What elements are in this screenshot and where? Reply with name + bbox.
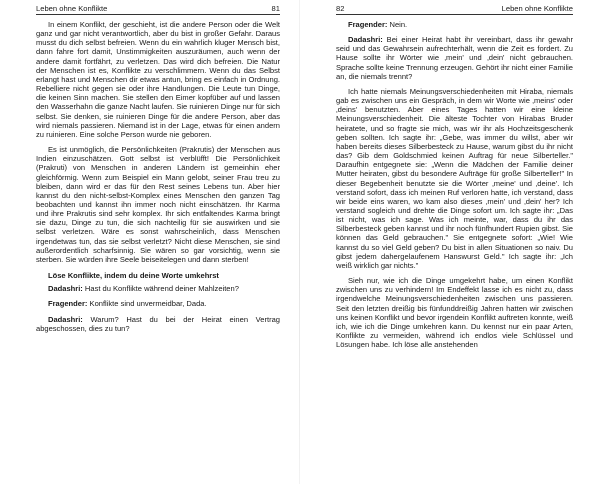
body-paragraph: Ich hatte niemals Meinungsverschiedenheiten mit Hiraba, niemals gab es zwischen uns ein Gespräch, in dem wir Worte wie ‚meins' oder ‚deins' benutzten. Aber eines Tages hatten wir eine kleine Meinungsverschiedenheit. Die älteste Tochter von Hirabas Bruder heiratete, und so fragte sie mich, was wir ihr als Hochzeitsgeschenk geben sollten. Ich sagte ihr: „Gebe, was immer du willst, aber wir haben bereits dieses Silberbesteck zu Hause, warum gibst du ihr nicht das? Gib dem Goldschmied keinen Auftrag für neue Silberteller." Daraufhin entgegnete sie: „Wenn die Mädchen der Familie deiner Mutter heiraten, gibst du besondere Aufträge für große Silberteller!" In dieser Begebenheit benutzte sie die Wörter ‚meine' und ‚deine'. Ich verstand sofort, dass ich meinen Ruf verloren hatte, ich verstand, dass wir beide eins waren, wo kam also dieses ‚mein' und ‚dein' her? Ich verstand sogleich und drehte die Dinge sofort um. Ich sagte ihr: „Das ist nicht, was ich sage. Was ich meinte, war, dass du ihr das Silberbesteck geben kannst und ihr noch fünfhundert Rupien gibst. Sie können das Geld gebrauchen." Sie entgegnete sofort: „Wie! Wie kannst du so viel Geld geben? Du bist in allen Situationen so naiv. Du gibst jedem dahergelaufenem Hanswurst Geld." Ich sagte ihr: „Ich weiß wirklich gar nichts." — [336, 86, 573, 270]
dialogue-text: Bei einer Heirat habt ihr vereinbart, dass ihr gewahr seid und das Gewahrsein aufrechterhält, wenn die Zeit es fordert. Zu Hause sollte ihr Wörter wie ‚mein' und ‚dein' nicht gebrauchen. Sprache sollte keine Trennung erzeugen. Gehört ihr nicht einer Familie an, die niemals trennt? — [336, 35, 573, 81]
speaker-label: Dadashri: — [48, 284, 83, 294]
speaker-label: Dadashri: — [348, 35, 383, 45]
section-heading: Löse Konflikte, indem du deine Worte umkehrst — [48, 271, 219, 281]
speaker-label: Fragender: — [348, 20, 388, 29]
header-title: Leben ohne Konflikte — [36, 4, 108, 13]
running-header — [36, 2, 280, 15]
dialogue-text: Warum? Hast du bei der Heirat einen Vertrag abgeschossen, dies zu tun? — [36, 314, 280, 333]
body-paragraph: Sieh nur, wie ich die Dinge umgekehrt habe, um einen Konflikt zwischen uns zu verhindern! Im Endeffekt lasse ich es nicht zu, dass irgendwelche Meinungsverschiedenheiten zwischen uns passieren. Seit den letzten dreißig bis fünfunddreißig Jahren hatten wir zwischen uns keinen Konflikt und bevor irgendein Konflikt auftreten konnte, weiß ich, wie ich die Dinge umkehren kann. Du kennst nur ein paar Arten, Konflikte zu vermeiden, während ich endlos viele Schlüssel und Lösungen habe. Ich löse alle anstehenden — [336, 276, 573, 350]
body-paragraph: In einem Konflikt, der geschieht, ist die andere Person oder die Welt ganz und gar nicht verantwortlich, aber du bist in großer Gefahr. Daraus musst du dich selbst befreien. Wenn du ein wahrlich kluger Mensch bist, dann fahre fort damit, Unstimmigkeiten auszuräumen, auch wenn der andere damit fortfährt, zu verletzen. Das wird dich befreien. Die Natur der Menschen ist es, Konflikte zu verschlimmern. Wenn du das Selbst erlangt hast und Menschen dir etwas antun, bring es einfach in Ordnung. Rebelliere nicht gegen sie oder ihre Handlungen. Die Leute tun Dinge, die keinen Sinn machen. Sie stellen den Eimer kopfüber auf und lassen den Wasserhahn die ganze Nacht laufen. Sie ruinieren Dinge nur für sich selbst. Sie denken, sie ruinieren Dinge für die andere Person, aber das wird niemals passieren. Niemand ist in der Lage, etwas für einen andern zu ruinieren. Eine solche Person wurde nie geboren. — [36, 20, 280, 139]
dialogue-line — [336, 35, 573, 81]
speaker-label: Dadashri: — [48, 314, 83, 324]
dialogue-text: Hast du Konflikte während deiner Mahlzeiten? — [84, 284, 239, 294]
dialogue-line — [36, 284, 280, 293]
dialogue-text: Konflikte sind unvermeidbar, Dada. — [89, 299, 207, 309]
dialogue-line — [336, 20, 573, 29]
page-number: 81 — [271, 4, 280, 13]
dialogue-text: Nein. — [389, 20, 408, 29]
dialogue-line — [36, 315, 280, 333]
body-paragraph: Es ist unmöglich, die Persönlichkeiten (Prakrutis) der Menschen aus Indien einzuschätzen. Gott selbst ist verblüfft! Die Persönlichkeit (Prakruti) von Menschen in anderen Ländern ist gemeinhin eher gleichförmig. Wenn zum Beispiel ein Mann gelobt, seiner Frau treu zu bleiben, dann wird er das für den Rest seines Lebens tun. Aber hier kannst du den nicht-selbst-Komplex eines Menschen den ganzen Tag beobachten und kannst ihn immer noch nicht einschätzen. Ihr Karma und ihre Prakrutis sind sehr komplex. Ihr sich entfaltendes Karma bringt sie dazu, Dinge zu tun, die sich nachteilig für sie auswirken und sie selbst verletzen. Wäre es sonst wahrscheinlich, dass Menschen irgendetwas tun, das sie selbst verletzt? Nicht diese Menschen, sie sind außerordentlich scharfsinnig. Sie wären so gar vorsichtig, wenn sie sterben. Sie würden ihre Seele beiseitelegen und dann sterben! — [36, 145, 280, 264]
header-title: Leben ohne Konflikte — [501, 4, 573, 13]
right-page — [300, 0, 599, 484]
speaker-label: Fragender: — [48, 299, 88, 309]
running-header — [336, 2, 573, 15]
page-number: 82 — [336, 4, 345, 13]
dialogue-line — [36, 299, 280, 308]
